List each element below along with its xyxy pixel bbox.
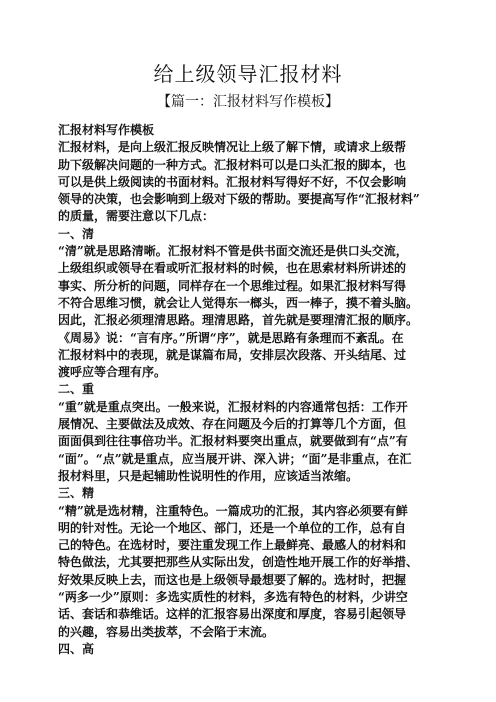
body-text-line: 助下级解决问题的一种方式。汇报材料可以是口头汇报的脚本，也 xyxy=(58,157,407,172)
body-text-line: “清”就是思路清晰。汇报材料不管是供书面交流还是供口头交流， xyxy=(58,244,408,259)
body-text-line: 因此，汇报必须理清思路。理清思路，首先就是要理清汇报的顺序。 xyxy=(58,313,419,328)
body-text-line: 汇报材料写作模板 xyxy=(58,123,155,137)
body-text-line: 可以是供上级阅读的书面材料。汇报材料写得好不好，不仅会影响 xyxy=(58,174,407,189)
body-text-line: 的兴趣，容易出类拔萃，不会陷于末流。 xyxy=(58,624,275,639)
body-text-line: 己的特色。在选材时，要注重发现工作上最鲜亮、最感人的材料和 xyxy=(58,538,407,553)
document-body xyxy=(58,122,448,658)
body-text-line: 话、套话和恭维话。这样的汇报容易出深度和厚度，容易引起领导 xyxy=(58,607,407,622)
document-subtitle: 【篇一：汇报材料写作模板】 xyxy=(157,94,339,110)
body-text-line: “精”就是选材精，注重特色。一篇成功的汇报，其内容必须要有鲜 xyxy=(58,503,408,518)
body-text-line: 好效果反映上去，而这也是上级领导最想要了解的。选材时，把握 xyxy=(58,572,407,587)
body-text-line: 三、精 xyxy=(58,486,95,501)
body-text-line: 不符合思维习惯，就会让人觉得东一榔头，西一棒子，摸不着头脑。 xyxy=(58,295,419,310)
body-text-line: 的质量，需要注意以下几点： xyxy=(58,209,215,224)
body-text-line: 报材料里，只是起辅助性说明性的作用，应该适当浓缩。 xyxy=(58,468,359,483)
body-text-line: 上级组织或领导在看或听汇报材料的时候，也在思索材料所讲述的 xyxy=(58,261,407,276)
body-text-line: 汇报材料中的表现，就是谋篇布局，安排层次段落、开头结尾、过 xyxy=(58,347,407,362)
body-text-line: 明的针对性。无论一个地区、部门，还是一个单位的工作，总有自 xyxy=(58,520,407,535)
body-text-line: 事实、所分析的问题，同样存在一个思维过程。如果汇报材料写得 xyxy=(58,278,407,293)
body-text-line: 二、重 xyxy=(58,382,95,397)
body-text-line: 展情况、主要做法及成效、存在问题及今后的打算等几个方面，但 xyxy=(58,417,407,432)
body-text-line: 一、清 xyxy=(58,226,95,241)
body-text-line: 渡呼应等合理有序。 xyxy=(58,365,167,380)
body-text-line: 特色做法，尤其要把那些从实际出发，创造性地开展工作的好举措、 xyxy=(58,555,419,570)
body-text-line: “面”。“点”就是重点，应当展开讲、深入讲；“面”是非重点，在汇 xyxy=(58,451,412,466)
body-text-line: 领导的决策，也会影响到上级对下级的帮助。要提高写作“汇报材料” xyxy=(58,192,420,207)
body-text-line: 汇报材料，是向上级汇报反映情况让上级了解下情，或请求上级帮 xyxy=(58,140,407,155)
body-text-line: 面面俱到往往事倍功半。汇报材料要突出重点，就要做到有“点”有 xyxy=(58,434,408,449)
body-text-line: 四、高 xyxy=(58,641,95,656)
document-title: 给上级领导汇报材料 xyxy=(153,62,343,86)
body-text-line: “重”就是重点突出。一般来说，汇报材料的内容通常包括：工作开 xyxy=(58,399,408,414)
body-text-line: “两多一少”原则：多选实质性的材料，多选有特色的材料，少讲空 xyxy=(58,590,408,605)
body-text-line: 《周易》说：“言有序。”所谓“序”，就是思路有条理而不紊乱。在 xyxy=(58,330,404,345)
